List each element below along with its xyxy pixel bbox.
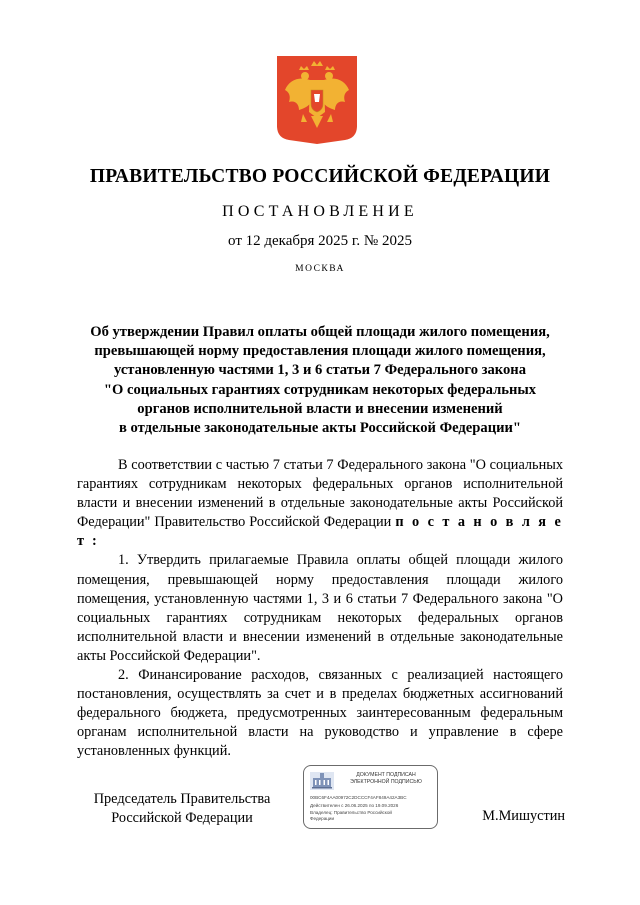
document-heading [60,323,580,438]
position-line: Российской Федерации [111,810,253,827]
heading-line: превышающей норму предоставления площади жилого помещения, [94,343,546,360]
heading-line: "О социальных гарантиях сотрудникам некоторых федеральных [103,381,537,398]
decree-word: п о с т а н о в л я е т : [77,514,564,550]
government-title: ПРАВИТЕЛЬСТВО РОССИЙСКОЙ ФЕДЕРАЦИИ [89,166,551,187]
stamp-owner: Владелец: Правительство Российской [310,810,392,815]
heading-line: установленную частями 1, 3 и 6 статьи 7 Федерального закона [113,362,527,379]
electronic-signature-stamp [303,765,438,829]
heading-line: Об утверждении Правил оплаты общей площади жилого помещения, [90,324,550,340]
stamp-heading-line: ЭЛЕКТРОННОЙ ПОДПИСЬЮ [350,778,422,785]
heading-line: в отдельные законодательные акты Российской Федерации" [118,420,522,437]
document-city: МОСКВА [295,264,345,274]
preamble-text: В соответствии с частью 7 статьи 7 Федерального закона "О социальных гарантиях сотрудникам некоторых федеральных органов исполнительной власти и внесении изменений в отдельные законодательные акты Российской Федерации" Правительство Российской Федерации [77,457,563,531]
stamp-owner: Федерации [310,816,335,821]
coat-of-arms-icon [277,56,357,144]
stamp-certificate: 00BC6F4AA00972C2DCCCF4AF849A42A3BC [310,795,407,800]
stamp-validity: Действителен с 26.06.2025 по 19.09.2026 [310,803,399,808]
document-body [77,456,563,762]
document-date-number: от 12 декабря 2025 г. № 2025 [228,233,412,249]
position-line: Председатель Правительства [93,791,271,807]
government-building-icon [310,772,334,790]
stamp-heading [338,772,434,786]
item-1-paragraph: 1. Утвердить прилагаемые Правила оплаты общей площади жилого помещения, превышающей норму предоставления площади жилого помещения, установленную частями 1, 3 и 6 статьи 7 Федерального закона "О социальных гарантиях сотрудникам некоторых федеральных органов исполнительной власти и внесении изменений в отдельные законодательные акты Российской Федерации". [77,552,563,664]
document-type: ПОСТАНОВЛЕНИЕ [222,203,418,220]
signatory-name: М.Мишустин [482,808,565,824]
signatory-position [77,790,287,828]
preamble-paragraph [77,456,563,551]
item-2-paragraph: 2. Финансирование расходов, связанных с реализацией настоящего постановления, осуществлять за счет и в пределах бюджетных ассигнований федерального бюджета, предусмотренных заинтересованным федеральным органам исполнительной власти на руководство и управление в сфере установленных функций. [77,667,563,760]
stamp-heading-line: ДОКУМЕНТ ПОДПИСАН [356,772,416,778]
heading-line: органов исполнительной власти и внесении изменений [137,400,503,417]
